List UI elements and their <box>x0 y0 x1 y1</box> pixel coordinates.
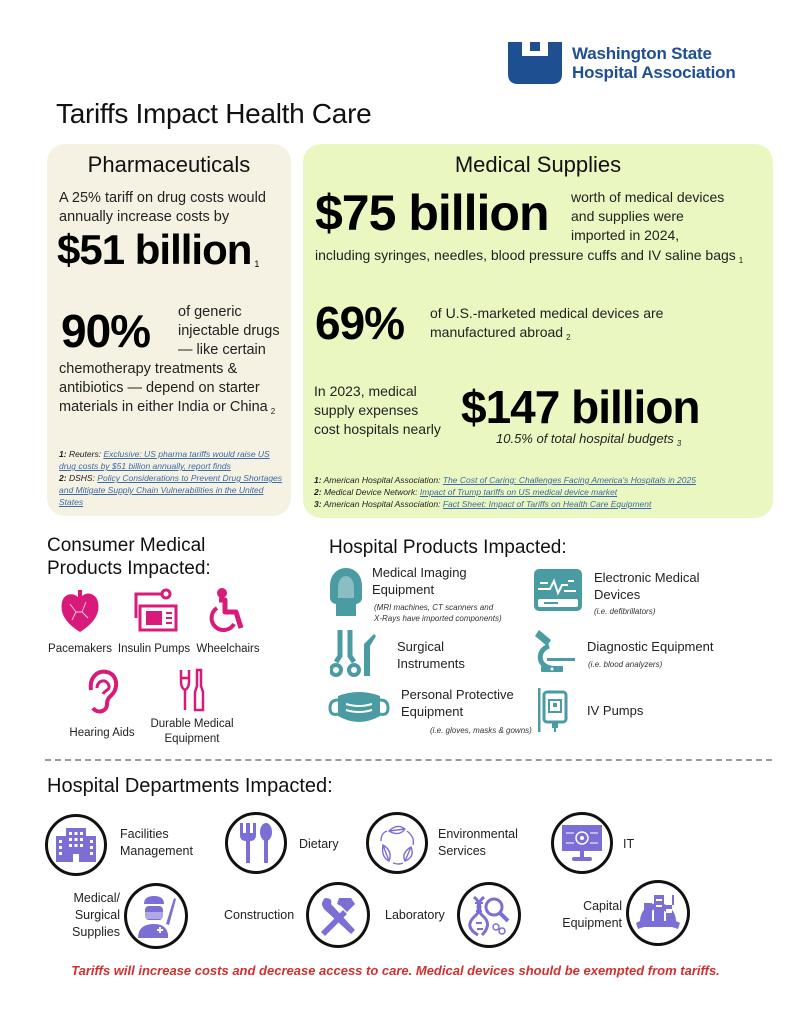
departments-title: Hospital Departments Impacted: <box>47 775 333 797</box>
reference-2: 2: DSHS: Policy Considerations to Prevent Drug Shortages and Mitigate Supply Chain Vulnerabilities in the United States <box>59 473 283 507</box>
hospital-item-iv-pumps: IV Pumps <box>538 688 568 737</box>
consumer-item-hearing-aids: Hearing Aids <box>62 668 142 741</box>
org-name-line1: Washington State <box>572 44 712 63</box>
footnote-marker: 1 <box>254 259 260 269</box>
org-name-line2: Hospital Association <box>572 63 736 82</box>
ear-icon <box>85 668 119 714</box>
medsup-stat1-value: $75 billion <box>315 185 549 241</box>
tools-icon <box>317 894 359 936</box>
hospital-item-electronic-medical-devices: Electronic Medical Devices (i.e. defibrillators) <box>534 569 582 616</box>
hospital-item-diagnostic-equipment: Diagnostic Equipment (i.e. blood analyzers) <box>533 628 575 679</box>
crutches-icon <box>177 668 207 712</box>
consumer-item-durable-medical-equipment: Durable Medical Equipment <box>142 668 242 747</box>
medsup-stat2-value: 69% <box>315 297 405 349</box>
building-icon <box>54 828 98 862</box>
pharma-stat1-value: $51 billion $_1$ <box>57 226 260 273</box>
consumer-item-insulin-pumps: Insulin Pumps <box>112 588 196 657</box>
pharmaceuticals-panel <box>47 144 291 516</box>
reference-2-link[interactable]: Policy Considerations to Prevent Drug Shortages and Mitigate Supply Chain Vulnerabilities in the United States <box>59 473 283 507</box>
surgical-instruments-icon <box>330 630 380 678</box>
medsup-stat3-value: $147 billion <box>461 381 700 433</box>
reference-3: 3: American Hospital Association: Fact Sheet: Impact of Tariffs on Health Care Equipment <box>314 499 652 509</box>
medsup-stat2-text: of U.S.-marketed medical devices are manufactured abroad $_2$ <box>430 305 664 342</box>
face-mask-icon <box>328 690 390 726</box>
reference-1: 1: American Hospital Association: The Cost of Caring: Challenges Facing America's Hospitals in 2025 <box>314 475 696 485</box>
medsup-references <box>314 474 764 510</box>
medsup-stat3-sub: 10.5% of total hospital budgets $_3$ <box>496 431 682 448</box>
heart-icon <box>58 588 102 634</box>
medsup-stat1-side: worth of medical devices and supplies were imported in 2024, <box>571 189 725 243</box>
pharma-stat1-intro: A 25% tariff on drug costs would annually increase costs by <box>59 190 266 225</box>
medical-supplies-panel <box>303 144 773 518</box>
wsha-logo <box>508 42 736 84</box>
reference-2: 2: Medical Device Network: Impact of Trump tariffs on US medical device market <box>314 487 618 497</box>
consumer-item-pacemakers: Pacemakers <box>44 588 116 657</box>
reference-1: 1: Reuters: Exclusive: US pharma tariffs would raise US drug costs by $51 billion annually, report finds <box>59 449 270 471</box>
mri-scanner-icon <box>328 568 364 618</box>
footer-call-to-action: Tariffs will increase costs and decrease access to care. Medical devices should be exempted from tariffs. <box>71 963 720 978</box>
consumer-products-title: Consumer Medical Products Impacted: <box>47 535 211 579</box>
hospital-item-surgical-instruments: Surgical Instruments <box>330 630 380 683</box>
monitor-device-icon <box>534 569 582 611</box>
pharma-references <box>59 448 285 508</box>
page-title: Tariffs Impact Health Care <box>56 98 372 129</box>
section-divider <box>45 759 772 761</box>
wheelchair-icon <box>208 588 248 634</box>
pharma-stat2-value: 90% <box>61 305 151 357</box>
reference-1-link[interactable]: The Cost of Caring: Challenges Facing America's Hospitals in 2025 <box>442 475 696 485</box>
medical-supplies-title: Medical Supplies <box>454 152 622 177</box>
dna-magnifier-icon <box>468 893 510 937</box>
recycle-leaves-icon <box>375 821 419 865</box>
iv-pump-icon <box>538 688 568 732</box>
pharmaceuticals-title: Pharmaceuticals <box>87 152 251 177</box>
computer-gear-icon <box>560 823 604 863</box>
pharma-stat2-side: of generic injectable drugs — like certain <box>178 304 280 358</box>
pharma-stat2-body: chemotherapy treatments & antibiotics — depend on starter materials in either India or China $_2$ <box>59 361 276 416</box>
insulin-pump-icon <box>128 588 180 634</box>
reference-3-link[interactable]: Fact Sheet: Impact of Tariffs on Health Care Equipment <box>442 499 652 509</box>
microscope-icon <box>533 628 575 674</box>
medsup-stat1-body: including syringes, needles, blood pressure cuffs and IV saline bags $_1$ <box>315 247 744 265</box>
reference-2-link[interactable]: Impact of Trump tariffs on US medical device market <box>419 487 618 497</box>
factory-gear-icon <box>636 891 680 935</box>
consumer-item-wheelchairs: Wheelchairs <box>192 588 264 657</box>
fork-spoon-icon <box>238 823 274 863</box>
reference-1-link[interactable]: Exclusive: US pharma tariffs would raise US drug costs by $51 billion annually, report finds <box>59 449 270 471</box>
medsup-stat3-intro: In 2023, medical supply expenses cost hospitals nearly <box>314 383 441 437</box>
hospital-products-title: Hospital Products Impacted: <box>329 537 567 558</box>
wsha-logo-mark-icon <box>508 42 562 84</box>
surgeon-icon <box>136 894 176 938</box>
